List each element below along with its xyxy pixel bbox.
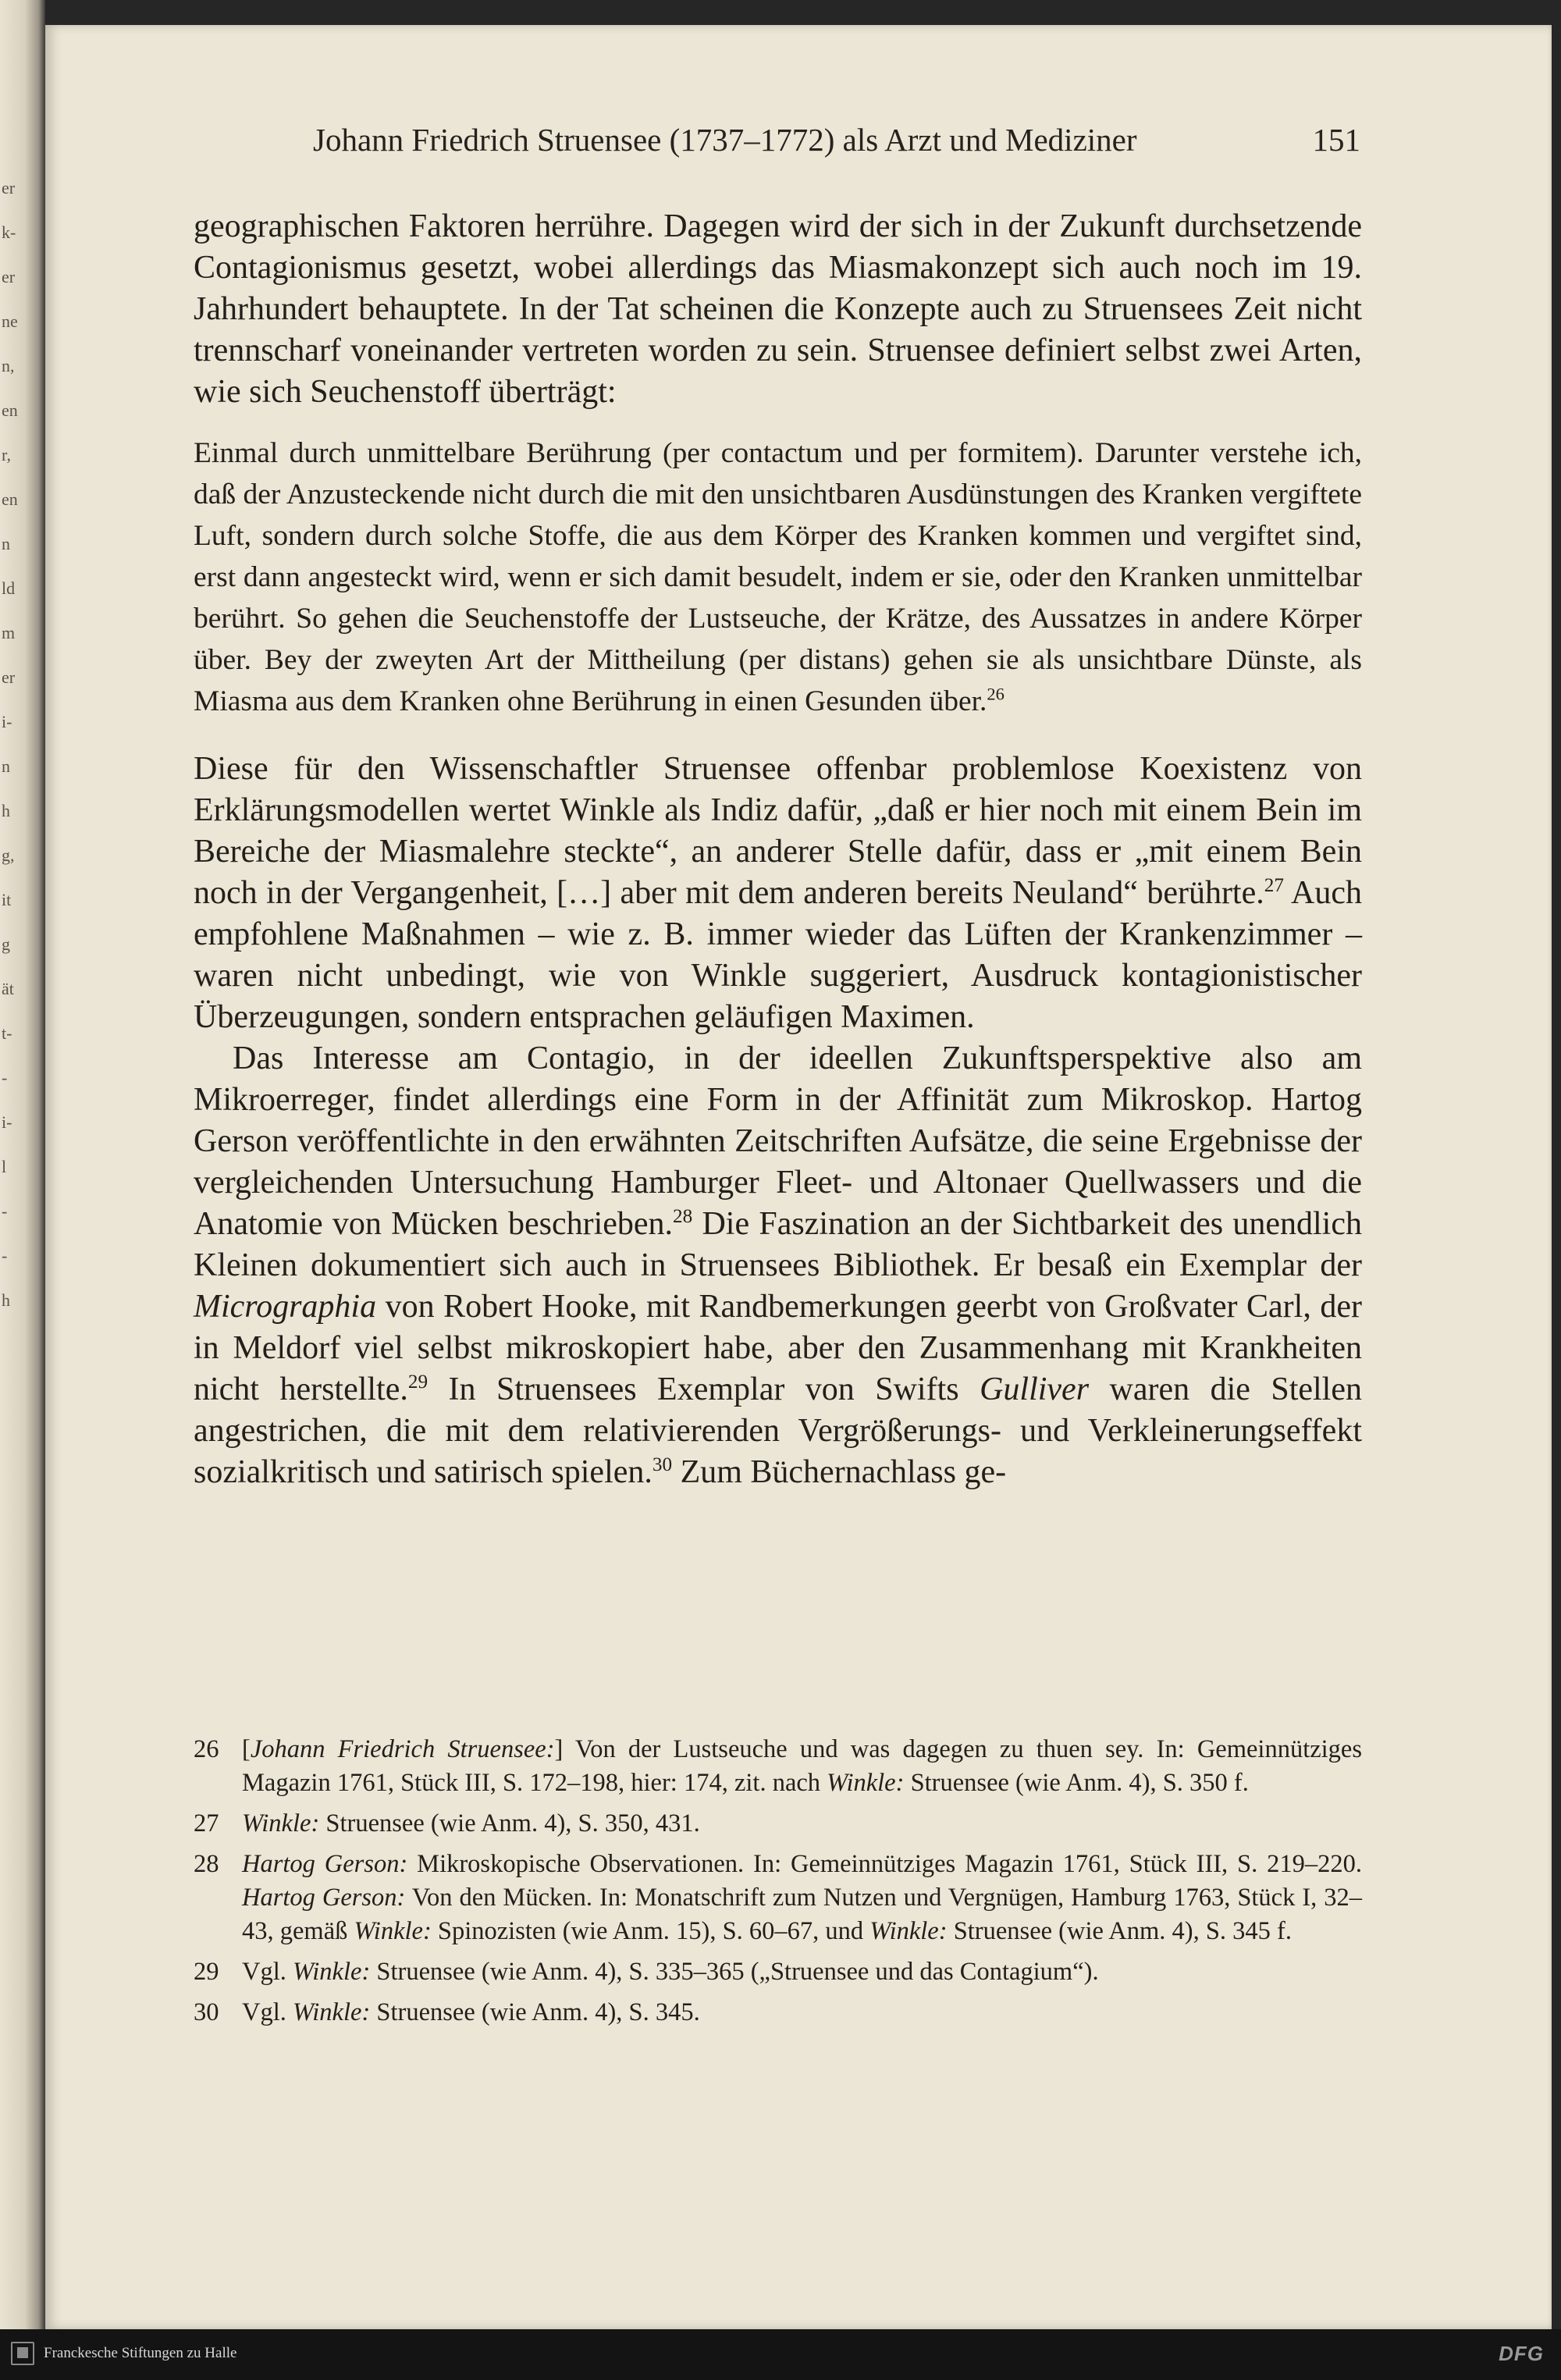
fn-author: Hartog Gerson: bbox=[242, 1850, 408, 1878]
institution-logo-icon bbox=[11, 2342, 34, 2365]
fragment: er bbox=[2, 180, 16, 197]
quote-text: Einmal durch unmittelbare Berührung (per contactum und per formitem). Darunter verstehe ich, daß der Anzusteckende nicht durch die mit den unsichtbaren Ausdünstungen des Kranken vergiftete Luft, sondern durch solche Stoffe, die aus dem Körper des Kranken kommen und vergiftet sind, erst dann angesteckt wird, wenn er sich damit besudelt, indem er sie, oder den Kranken unmittelbar berührt. So gehen die Seuchenstoffe der Lustseuche, der Krätze, des Aussatzes in andere Körper über. Bey der zweyten Art der Mittheilung (per distans) gehen sie als unsichtbare Dünste, als Miasma aus dem Kranken ohne Berührung in einen Gesunden über. bbox=[194, 437, 1362, 717]
paragraph-3-text-f: Zum Büchernachlass ge- bbox=[672, 1454, 1007, 1490]
paragraph-2-text-b: Auch empfohlene Maßnahmen – wie z. B. immer wieder das Lüften der Krankenzimmer – waren nicht unbedingt, wie von Winkle suggeriert, Ausdruck kontagionistischer Überzeugungen, sondern entsprachen geläufigen Maximen. bbox=[194, 875, 1363, 1035]
fragment: m bbox=[2, 624, 16, 642]
paragraph-2 bbox=[194, 749, 1362, 1038]
fn-seg: Struensee (wie Anm. 4), S. 345 f. bbox=[947, 1917, 1292, 1945]
fn-seg: Vgl. bbox=[242, 1998, 293, 2026]
footnote-29 bbox=[194, 1955, 1362, 1989]
fn-author: Johann Friedrich Struensee: bbox=[250, 1735, 555, 1763]
main-text bbox=[194, 206, 1362, 1493]
footnote-number: 26 bbox=[194, 1735, 219, 1763]
fragment: n bbox=[2, 535, 10, 553]
fn-author: Hartog Gerson: bbox=[242, 1884, 406, 1912]
footnote-ref-28[interactable]: 28 bbox=[673, 1206, 693, 1227]
footnote-text bbox=[242, 1955, 1362, 1989]
fragment: - bbox=[2, 1069, 8, 1087]
footnote-text bbox=[242, 1996, 1362, 2030]
paragraph-3-text-c: von Robert Hooke, mit Randbemerkungen geerbt von Großvater Carl, der in Meldorf viel selbst mikroskopiert habe, aber den Zusammenhang mit Krankheiten nicht herstellte. bbox=[194, 1289, 1362, 1407]
fragment: t- bbox=[2, 1025, 12, 1043]
fragment: n, bbox=[2, 358, 15, 375]
running-title: Johann Friedrich Struensee (1737–1772) als Arzt und Mediziner bbox=[313, 122, 1137, 158]
fragment: n bbox=[2, 758, 10, 776]
page-number: 151 bbox=[1312, 122, 1360, 158]
fn-seg: Spinozisten (wie Anm. 15), S. 60–67, und bbox=[431, 1917, 870, 1945]
fn-seg: Von den Mücken. In: Monatschrift zum Nutzen und Vergnügen, Hamburg 1763, Stück I, 32–43, gemäß bbox=[242, 1884, 1362, 1945]
fn-author: Winkle: bbox=[242, 1809, 320, 1837]
footnote-27 bbox=[194, 1807, 1362, 1841]
fragment: en bbox=[2, 491, 18, 509]
footnote-26 bbox=[194, 1733, 1362, 1800]
fn-seg: Mikroskopische Observationen. In: Gemeinnütziges Magazin 1761, Stück III, S. 219–220. bbox=[407, 1850, 1362, 1878]
footnote-ref-30[interactable]: 30 bbox=[652, 1454, 673, 1475]
paragraph-1: geographischen Faktoren herrühre. Dagegen wird der sich in der Zukunft durchsetzende Contagionismus gesetzt, wobei allerdings das Miasmakonzept sich auch noch im 19. Jahrhundert behauptete. In der Tat scheinen die Konzepte auch zu Struensees Zeit nicht trennscharf voneinander vertreten worden zu sein. Struensee definiert selbst zwei Arten, wie sich Seuchenstoff überträgt: bbox=[194, 208, 1362, 410]
fn-author: Winkle: bbox=[293, 1998, 371, 2026]
fragment: k- bbox=[2, 224, 16, 242]
fn-seg: [ bbox=[242, 1735, 251, 1763]
fn-seg: Struensee (wie Anm. 4), S. 335–365 („Struensee und das Contagium“). bbox=[370, 1958, 1099, 1986]
fn-author: Winkle: bbox=[827, 1769, 905, 1797]
footnote-text bbox=[242, 1848, 1362, 1948]
fragment: g, bbox=[2, 847, 15, 865]
fragment: h bbox=[2, 802, 10, 820]
fn-author: Winkle: bbox=[293, 1958, 371, 1986]
footnote-number: 27 bbox=[194, 1809, 219, 1837]
facing-page-fragments bbox=[2, 180, 25, 1336]
fragment: it bbox=[2, 891, 12, 909]
fn-seg: Struensee (wie Anm. 4), S. 350 f. bbox=[904, 1769, 1249, 1797]
block-quote bbox=[194, 432, 1362, 722]
facing-page-edge bbox=[0, 0, 45, 2380]
footnote-ref-27[interactable]: 27 bbox=[1264, 875, 1284, 896]
footnote-number: 29 bbox=[194, 1958, 219, 1986]
fragment: ät bbox=[2, 980, 14, 998]
fn-seg: Vgl. bbox=[242, 1958, 293, 1986]
footnote-ref-26[interactable]: 26 bbox=[987, 684, 1005, 704]
footnote-ref-29[interactable]: 29 bbox=[407, 1371, 428, 1393]
fragment: i- bbox=[2, 713, 12, 731]
fragment: g bbox=[2, 936, 10, 954]
paragraph-2-text-a: Diese für den Wissenschaftler Struensee offenbar problemlose Koexistenz von Erklärungsmodellen wertet Winkle als Indiz dafür, „daß er hier noch mit einem Bein im Bereiche der Miasmalehre steckte“, an anderer Stelle dafür, dass er „mit einem Bein noch in der Vergangenheit, […] aber mit dem anderen bereits Neuland“ berührte. bbox=[194, 751, 1362, 911]
paragraph-3-text-a: Das Interesse am Contagio, in der ideellen Zukunftsperspektive also am Mikroerreger, findet allerdings eine Form in der Affinität zum Mikroskop. Hartog Gerson veröffentlichte in den erwähnten Zeitschriften Aufsätze, die seine Ergebnisse der vergleichenden Untersuchung Hamburger Fleet- und Altonaer Quellwassers und die Anatomie von Mücken beschrieben. bbox=[194, 1041, 1362, 1242]
footnote-text bbox=[242, 1807, 1362, 1841]
footnote-number: 30 bbox=[194, 1998, 219, 2026]
fragment: ld bbox=[2, 580, 16, 598]
institution-label: Franckesche Stiftungen zu Halle bbox=[44, 2345, 237, 2361]
paragraph-3-text-d: In Struensees Exemplar von Swifts bbox=[428, 1371, 980, 1407]
fragment: er bbox=[2, 269, 16, 286]
fragment: i- bbox=[2, 1114, 12, 1132]
footnote-text bbox=[242, 1733, 1362, 1800]
fn-author: Winkle: bbox=[354, 1917, 432, 1945]
fn-seg: Struensee (wie Anm. 4), S. 350, 431. bbox=[319, 1809, 700, 1837]
footnote-30 bbox=[194, 1996, 1362, 2030]
fragment: ne bbox=[2, 313, 18, 331]
fragment: - bbox=[2, 1203, 8, 1221]
fn-seg: Struensee (wie Anm. 4), S. 345. bbox=[370, 1998, 700, 2026]
fragment: h bbox=[2, 1292, 10, 1310]
fragment: r, bbox=[2, 446, 11, 464]
footnote-number: 28 bbox=[194, 1850, 219, 1878]
fragment: er bbox=[2, 669, 16, 687]
paragraph-3-text-b: Die Faszination an der Sichtbarkeit des unendlich Kleinen dokumentiert sich auch in Struensees Bibliothek. Er besaß ein Exemplar der bbox=[194, 1206, 1362, 1283]
dfg-logo: DFG bbox=[1499, 2342, 1544, 2365]
footnotes bbox=[194, 1733, 1362, 2037]
title-gulliver: Gulliver bbox=[980, 1371, 1090, 1407]
fn-author: Winkle: bbox=[869, 1917, 948, 1945]
paragraph-3 bbox=[194, 1038, 1362, 1493]
paragraph-3-text-e: waren die Stellen angestrichen, die mit dem relativierenden Vergrößerungs- und Verkleinerungseffekt sozialkritisch und satirisch spielen. bbox=[194, 1371, 1362, 1490]
title-micrographia: Micrographia bbox=[194, 1289, 377, 1325]
footnote-28 bbox=[194, 1848, 1362, 1948]
fragment: - bbox=[2, 1247, 8, 1265]
fragment: l bbox=[2, 1158, 7, 1176]
running-header bbox=[313, 120, 1360, 159]
fn-seg: ] Von der Lustseuche und was dagegen zu thuen sey. In: Gemeinnütziges Magazin 1761, Stück III, S. 172–198, hier: 174, zit. nach bbox=[242, 1735, 1363, 1797]
book-page bbox=[45, 25, 1552, 2329]
fragment: en bbox=[2, 402, 18, 420]
